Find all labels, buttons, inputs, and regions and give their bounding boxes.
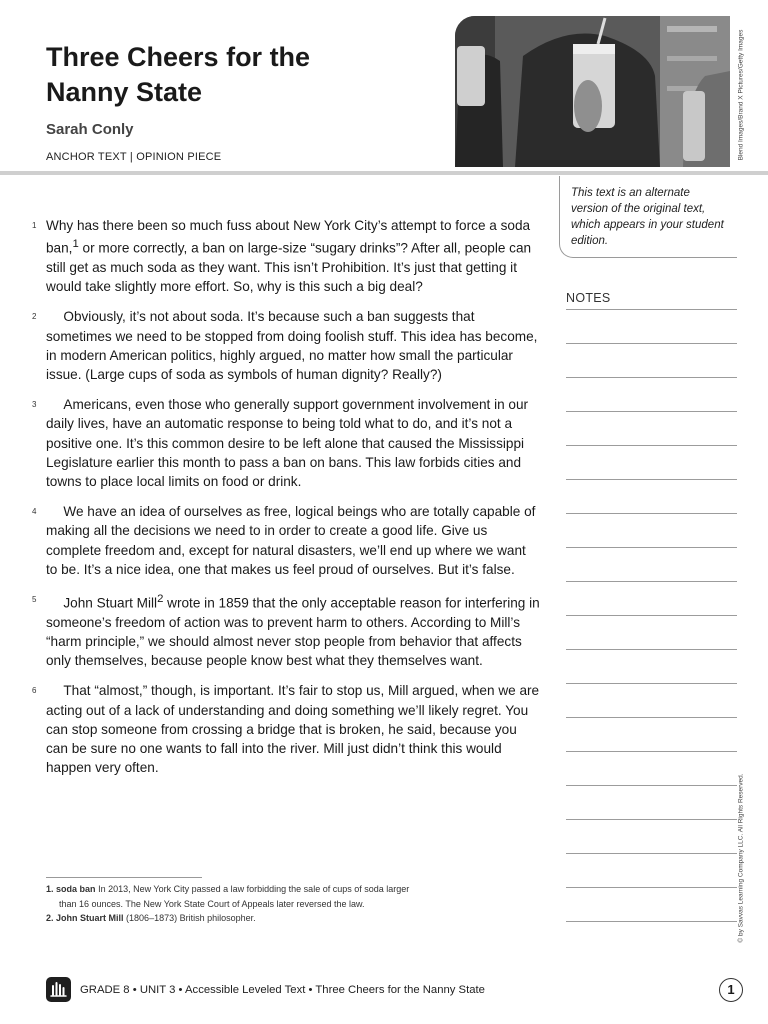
footnote-1 — [46, 882, 476, 897]
footnote-text: than 16 ounces. The New York State Court of Appeals later reversed the law. — [59, 898, 365, 909]
paragraph-6 — [32, 681, 540, 777]
notes-line — [566, 921, 737, 922]
notes-line — [566, 853, 737, 854]
paragraph-number: 4 — [32, 507, 37, 517]
notes-line — [566, 479, 737, 480]
footnote-text: In 2013, New York City passed a law forbidding the sale of cups of soda larger — [98, 884, 410, 894]
header-divider — [0, 171, 768, 175]
notes-line — [566, 411, 737, 412]
notes-line — [566, 547, 737, 548]
notes-lines — [566, 309, 737, 949]
footnote-term: John Stuart Mill — [56, 913, 124, 923]
notes-line — [566, 445, 737, 446]
paragraph-number: 2 — [32, 312, 37, 322]
footnote-ref: 2 — [157, 592, 164, 605]
footnote-number: 1. — [46, 884, 54, 894]
paragraph-5 — [32, 590, 540, 670]
notes-line — [566, 343, 737, 344]
notes-line — [566, 309, 737, 310]
header-photo — [455, 16, 730, 167]
article-body — [32, 216, 540, 788]
notes-line — [566, 581, 737, 582]
paragraph-2 — [32, 307, 540, 384]
footnote-2 — [46, 911, 476, 926]
copyright-notice — [734, 760, 748, 955]
notes-line — [566, 683, 737, 684]
notes-line — [566, 887, 737, 888]
paragraph-number: 3 — [32, 400, 37, 410]
notes-line — [566, 819, 737, 820]
footnotes — [46, 882, 476, 926]
paragraph-text: Why has there been so much fuss about New York City’s attempt to force a soda ban, — [46, 218, 531, 256]
author-name: Sarah Conly — [46, 121, 134, 138]
paragraph-text: We have an idea of ourselves as free, logical beings who are totally capable of making all the decisions we need to in order to create a good life. Give us complete freedom and, except for natural disasters, we’ll end up where we want to be. It’s a nice idea, one that makes us feel proud of ourselves. But it’s false. — [46, 504, 536, 577]
photo-credit-text: Blend Images/Brand X Pictures/Getty Images — [737, 29, 745, 161]
paragraph-text: Obviously, it’s not about soda. It’s because such a ban suggests that sometimes we need to be stopped from doing foolish stuff. This idea has become, in modern American politics, highly argued, no matter how small the particular issue. (Large cups of soda as symbols of human dignity? Really?) — [46, 309, 538, 382]
notes-line — [566, 717, 737, 718]
paragraph-number: 5 — [32, 594, 37, 604]
footnote-1-continued — [46, 897, 476, 912]
notes-label: NOTES — [566, 291, 611, 305]
paragraph-1 — [32, 216, 540, 296]
paragraph-number: 1 — [32, 221, 37, 230]
page-title — [46, 40, 310, 110]
footnote-divider — [46, 877, 202, 878]
notes-line — [566, 615, 737, 616]
notes-line — [566, 751, 737, 752]
paragraph-text: wrote in 1859 that the only acceptable reason for interfering in someone’s freedom of action was to prevent harm to others. According to Mill’s “harm principle,” we should almost never stop people from behavior that affects only themselves, because people know best what they themselves want. — [46, 595, 540, 669]
paragraph-3 — [32, 395, 540, 491]
alternate-version-note: This text is an alternate version of the original text, which appears in your student edition. — [559, 176, 737, 258]
copyright-text: © by Savvas Learning Company LLC. All Rights Reserved. — [737, 772, 745, 943]
notes-line — [566, 785, 737, 786]
paragraph-4 — [32, 502, 540, 579]
notes-line — [566, 513, 737, 514]
title-line-2: Nanny State — [46, 77, 203, 107]
photo-credit — [734, 20, 748, 170]
paragraph-text: That “almost,” though, is important. It’s fair to stop us, Mill argued, when we are acting out of a lack of understanding and doing something we’ll likely regret. You can stop someone from crossing a bridge that is broken, he said, because you can be sure no one wants to fall into the river. Mill just didn’t think this would happen very often. — [46, 683, 540, 776]
savvas-logo-icon — [46, 977, 71, 1002]
footnote-ref: 1 — [72, 238, 79, 251]
title-line-1: Three Cheers for the — [46, 42, 311, 72]
paragraph-text: John Stuart Mill — [63, 595, 158, 611]
footer-text: GRADE 8 • UNIT 3 • Accessible Leveled Text • Three Cheers for the Nanny State — [80, 984, 485, 996]
page-number: 1 — [719, 978, 743, 1002]
text-type-label: ANCHOR TEXT | OPINION PIECE — [46, 151, 222, 163]
paragraph-text: or more correctly, a ban on large-size “sugary drinks”? After all, people can still get as much soda as they want. This isn’t Prohibition. It’s just that getting it would take slightly more effort. So, why is this such a big deal? — [46, 240, 532, 295]
footnote-number: 2. — [46, 913, 54, 923]
paragraph-text: Americans, even those who generally support government involvement in our daily lives, have an automatic response to being told what to do, and it’s not a positive one. It’s this common desire to be left alone that caused the Mississippi Legislature earlier this month to pass a ban on bans. This law forbids cities and towns to place local limits on food or drink. — [46, 397, 529, 489]
paragraph-number: 6 — [32, 686, 37, 696]
notes-line — [566, 649, 737, 650]
notes-line — [566, 377, 737, 378]
footnote-term: soda ban — [56, 884, 96, 894]
footnote-text: (1806–1873) British philosopher. — [126, 913, 256, 923]
